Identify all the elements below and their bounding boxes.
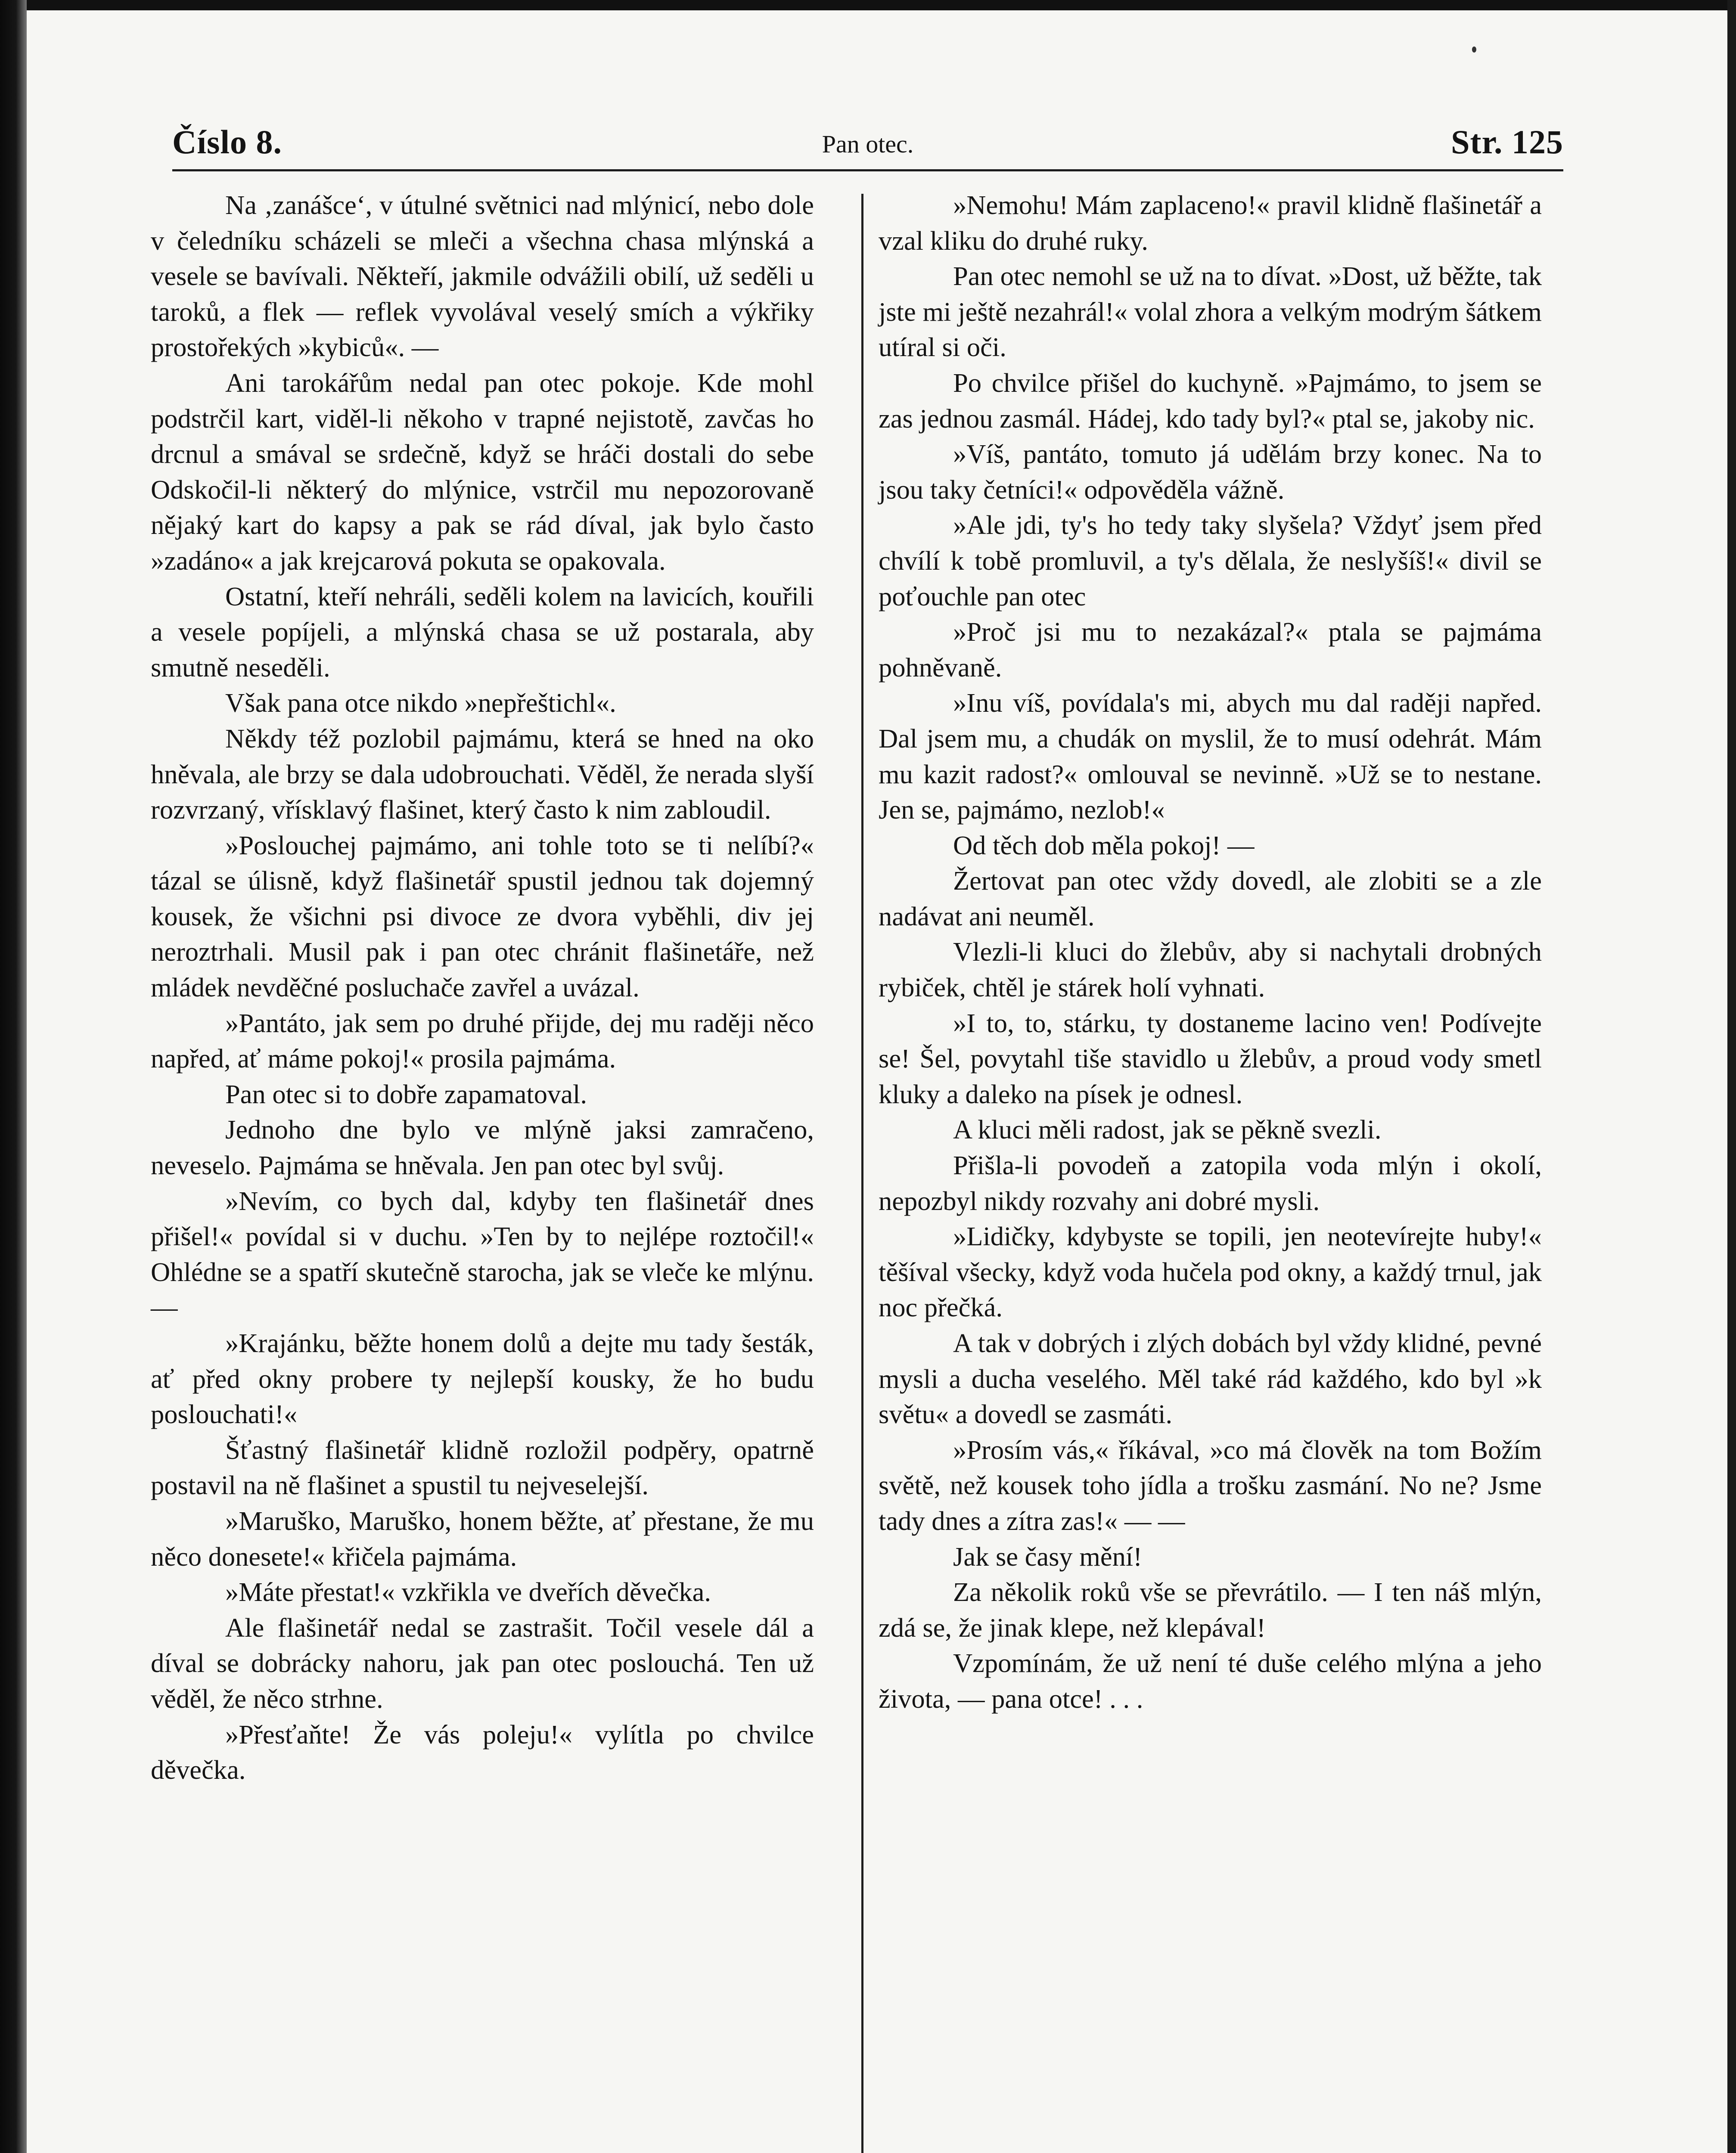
paragraph: »Proč jsi mu to nezakázal?« ptala se pajmáma pohněvaně. xyxy=(879,617,1542,683)
paragraph: Pan otec nemohl se už na to dívat. »Dost, už běžte, tak jste mi ještě nezahrál!« volal zhora a velkým modrým šátkem utíral si oči. xyxy=(879,261,1542,363)
running-title: Pan otec. xyxy=(822,130,914,158)
paragraph: Jednoho dne bylo ve mlýně jaksi zamračeno, neveselo. Pajmáma se hněvala. Jen pan otec byl svůj. xyxy=(151,1114,814,1181)
page-number: Str. 125 xyxy=(1451,123,1563,161)
paragraph: »Lidičky, kdybyste se topili, jen neotevírejte huby!« těšíval všecky, když voda hučela pod okny, a každý trnul, jak noc přečká. xyxy=(879,1221,1542,1323)
paragraph: Ostatní, kteří nehráli, seděli kolem na lavicích, kouřili a vesele popíjeli, a mlýnská chasa se už postarala, aby smutně neseděli. xyxy=(151,581,814,683)
paragraph: »Krajánku, běžte honem dolů a dejte mu tady šesták, ať před okny probere ty nejlepší kousky, že ho budu poslouchati!« xyxy=(151,1328,814,1430)
paragraph: Od těch dob měla pokoj! — xyxy=(953,830,1255,860)
paragraph: Vlezli-li kluci do žlebův, aby si nachytali drobných rybiček, chtěl je stárek holí vyhnati. xyxy=(879,937,1542,1003)
paragraph: Vzpomínám, že už není té duše celého mlýna a jeho života, — pana otce! . . . xyxy=(879,1648,1542,1714)
running-header xyxy=(172,123,1563,170)
header-rule xyxy=(172,169,1563,171)
scan-speck xyxy=(1472,47,1476,53)
paragraph: »Inu víš, povídala's mi, abych mu dal raději napřed. Dal jsem mu, a chudák on myslil, že to musí odehrát. Mám mu kazit radost?« omlouval se nevinně. »Už se to nestane. Jen se, pajmámo, nezlob!« xyxy=(879,688,1542,825)
paragraph: »Maruško, Maruško, honem běžte, ať přestane, že mu něco donesete!« křičela pajmáma. xyxy=(151,1505,814,1572)
paragraph: Ale flašinetář nedal se zastrašit. Točil vesele dál a díval se dobrácky nahoru, jak pan otec poslouchá. Ten už věděl, že něco strhne. xyxy=(151,1612,814,1714)
paragraph: Pan otec si to dobře zapamatoval. xyxy=(225,1079,587,1109)
paragraph: Po chvilce přišel do kuchyně. »Pajmámo, to jsem se zas jednou zasmál. Hádej, kdo tady byl?« ptal se, jakoby nic. xyxy=(879,367,1542,434)
issue-number: Číslo 8. xyxy=(172,123,283,161)
column-divider xyxy=(861,194,863,2153)
paragraph: »Ale jdi, ty's ho tedy taky slyšela? Vždyť jsem před chvílí k tobě promluvil, a ty's dělala, že neslyšíš!« divil se poťouchle pan otec xyxy=(879,510,1542,611)
paragraph: »Poslouchej pajmámo, ani tohle toto se ti nelíbí?« tázal se úlisně, když flašinetář spustil jednou tak dojemný kousek, že všichni psi divoce ze dvora vyběhli, div jej neroztrhali. Musil pak i pan otec chránit flašinetáře, než mládek nevděčné posluchače zavřel a uvázal. xyxy=(151,830,814,1003)
paragraph: »Máte přestat!« vzkřikla ve dveřích děvečka. xyxy=(225,1577,711,1607)
paragraph: A kluci měli radost, jak se pěkně svezli. xyxy=(953,1114,1382,1145)
paragraph: Však pana otce nikdo »nepřeštichl«. xyxy=(225,688,616,718)
scan-edge-right xyxy=(1727,0,1736,2153)
paragraph: Někdy též pozlobil pajmámu, která se hned na oko hněvala, ale brzy se dala udobrouchati. Věděl, že nerada slyší rozvrzaný, vřísklavý flašinet, který často k nim zabloudil. xyxy=(151,723,814,825)
paragraph: »Víš, pantáto, tomuto já udělám brzy konec. Na to jsou taky četníci!« odpověděla vážně. xyxy=(879,439,1542,505)
paragraph: Ani tarokářům nedal pan otec pokoje. Kde mohl podstrčil kart, viděl-li někoho v trapné nejistotě, zavčas ho drcnul a smával se srdečně, když se hráči dostali do sebe Odskočil-li některý do mlýnice, vstrčil mu nepozorovaně nějaký kart do kapsy a pak se rád díval, jak bylo často »zadáno« a jak krejcarová pokuta se opakovala. xyxy=(151,367,814,576)
scan-edge-left xyxy=(0,0,27,2153)
paragraph: »Nemohu! Mám zaplaceno!« pravil klidně flašinetář a vzal kliku do druhé ruky. xyxy=(879,190,1542,256)
paragraph: Na ‚zanášce‘, v útulné světnici nad mlýnicí, nebo dole v čeledníku scházeli se mleči a všechna chasa mlýnská a vesele se bavívali. Někteří, jakmile odvážili obilí, už seděli u taroků, a flek — reflek vyvolával veselý smích a výkřiky prostořekých »kybiců«. — xyxy=(151,190,814,363)
paragraph: Žertovat pan otec vždy dovedl, ale zlobiti se a zle nadávat ani neuměl. xyxy=(879,866,1542,931)
paragraph: »I to, to, stárku, ty dostaneme lacino ven! Podívejte se! Šel, povytahl tiše stavidlo u žlebův, a proud vody smetl kluky a daleko na písek je odnesl. xyxy=(879,1008,1542,1109)
paragraph: »Nevím, co bych dal, kdyby ten flašinetář dnes přišel!« povídal si v duchu. »Ten by to nejlépe roztočil!« Ohlédne se a spatří skutečně starocha, jak se vleče ke mlýnu. — xyxy=(151,1185,814,1323)
paragraph: »Přesťaňte! Že vás poleju!« vylítla po chvilce děvečka. xyxy=(151,1719,814,1785)
paragraph: »Prosím vás,« říkával, »co má člověk na tom Božím světě, než kousek toho jídla a trošku zasmání. No ne? Jsme tady dnes a zítra zas!« — — xyxy=(879,1434,1542,1536)
paragraph: Jak se časy mění! xyxy=(953,1541,1143,1572)
paragraph: »Pantáto, jak sem po druhé přijde, dej mu raději něco napřed, ať máme pokoj!« prosila pajmáma. xyxy=(151,1008,814,1074)
paragraph: Přišla-li povodeň a zatopila voda mlýn i okolí, nepozbyl nikdy rozvahy ani dobré mysli. xyxy=(879,1150,1542,1216)
scan-edge-top xyxy=(0,0,1736,10)
right-column xyxy=(879,187,1542,1717)
paragraph: A tak v dobrých i zlých dobách byl vždy klidné, pevné mysli a ducha veselého. Měl také rád každého, kdo byl »k světu« a dovedl se zasmáti. xyxy=(879,1328,1542,1430)
left-column xyxy=(151,187,814,1788)
paragraph: Za několik roků vše se převrátilo. — I ten náš mlýn, zdá se, že jinak klepe, než klepával! xyxy=(879,1577,1542,1643)
paragraph: Šťastný flašinetář klidně rozložil podpěry, opatrně postavil na ně flašinet a spustil tu nejveselejší. xyxy=(151,1434,814,1501)
